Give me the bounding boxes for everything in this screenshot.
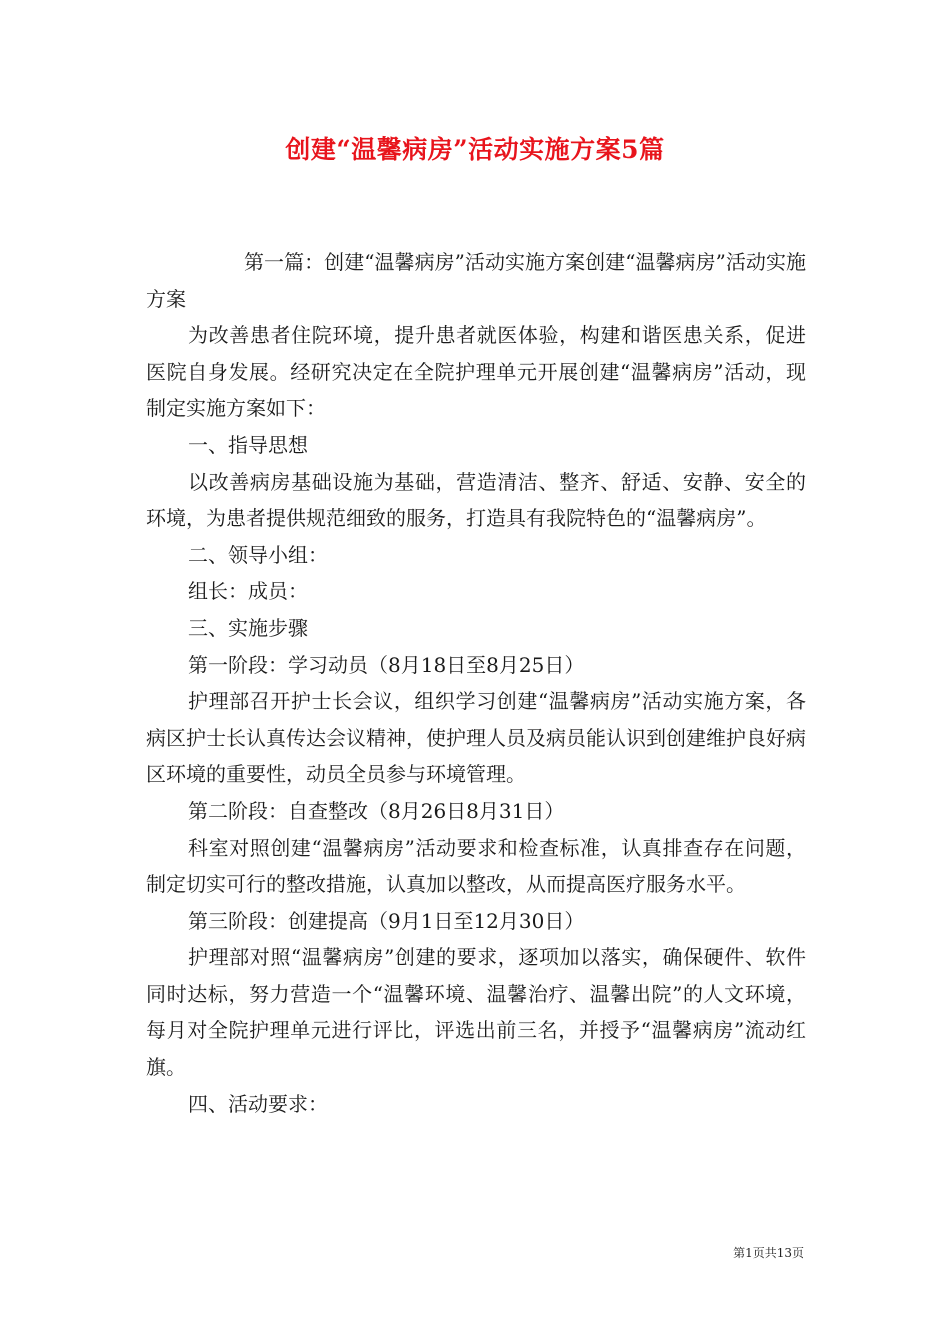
page-number: 第1页共13页	[733, 1246, 804, 1260]
paragraph-stage-one: 护理部召开护士长会议，组织学习创建“温馨病房”活动实施方案，各病区护士长认真传达会议精神，使护理人员及病员能认识到创建维护良好病区环境的重要性，动员全员参与环境管理。	[146, 689, 806, 787]
stage-three-heading: 第三阶段：创建提高（9月1日至12月30日）	[188, 908, 585, 933]
section-heading-leadership-group: 二、领导小组：	[188, 542, 328, 567]
document-body	[146, 244, 806, 1122]
paragraph-guiding-principle: 以改善病房基础设施为基础，营造清洁、整齐、舒适、安静、安全的环境，为患者提供规范细致的服务，打造具有我院特色的“温馨病房”。	[146, 469, 806, 531]
stage-two-heading: 第二阶段：自查整改（8月26日8月31日）	[188, 798, 565, 823]
paragraph-stage-three: 护理部对照“温馨病房”创建的要求，逐项加以落实，确保硬件、软件同时达标，努力营造一个“温馨环境、温馨治疗、温馨出院”的人文环境，每月对全院护理单元进行评比，评选出前三名，并授予“温馨病房”流动红旗。	[146, 945, 806, 1080]
paragraph-intro-heading: 第一篇：创建“温馨病房”活动实施方案创建“温馨病房”活动实施方案	[146, 250, 806, 311]
paragraph-purpose: 为改善患者住院环境，提升患者就医体验，构建和谐医患关系，促进医院自身发展。经研究决定在全院护理单元开展创建“温馨病房”活动，现制定实施方案如下：	[146, 323, 806, 421]
paragraph-stage-two: 科室对照创建“温馨病房”活动要求和检查标准，认真排查存在问题，制定切实可行的整改措施，认真加以整改，从而提高医疗服务水平。	[146, 835, 806, 897]
stage-one-heading: 第一阶段：学习动员（8月18日至8月25日）	[188, 652, 585, 677]
section-heading-guiding-principle: 一、指导思想	[188, 432, 308, 457]
section-heading-implementation-steps: 三、实施步骤	[188, 615, 308, 640]
section-heading-activity-requirements: 四、活动要求：	[188, 1091, 328, 1116]
document-title: 创建“温馨病房”活动实施方案5篇	[285, 135, 665, 164]
paragraph-leadership-members: 组长：成员：	[188, 579, 308, 604]
